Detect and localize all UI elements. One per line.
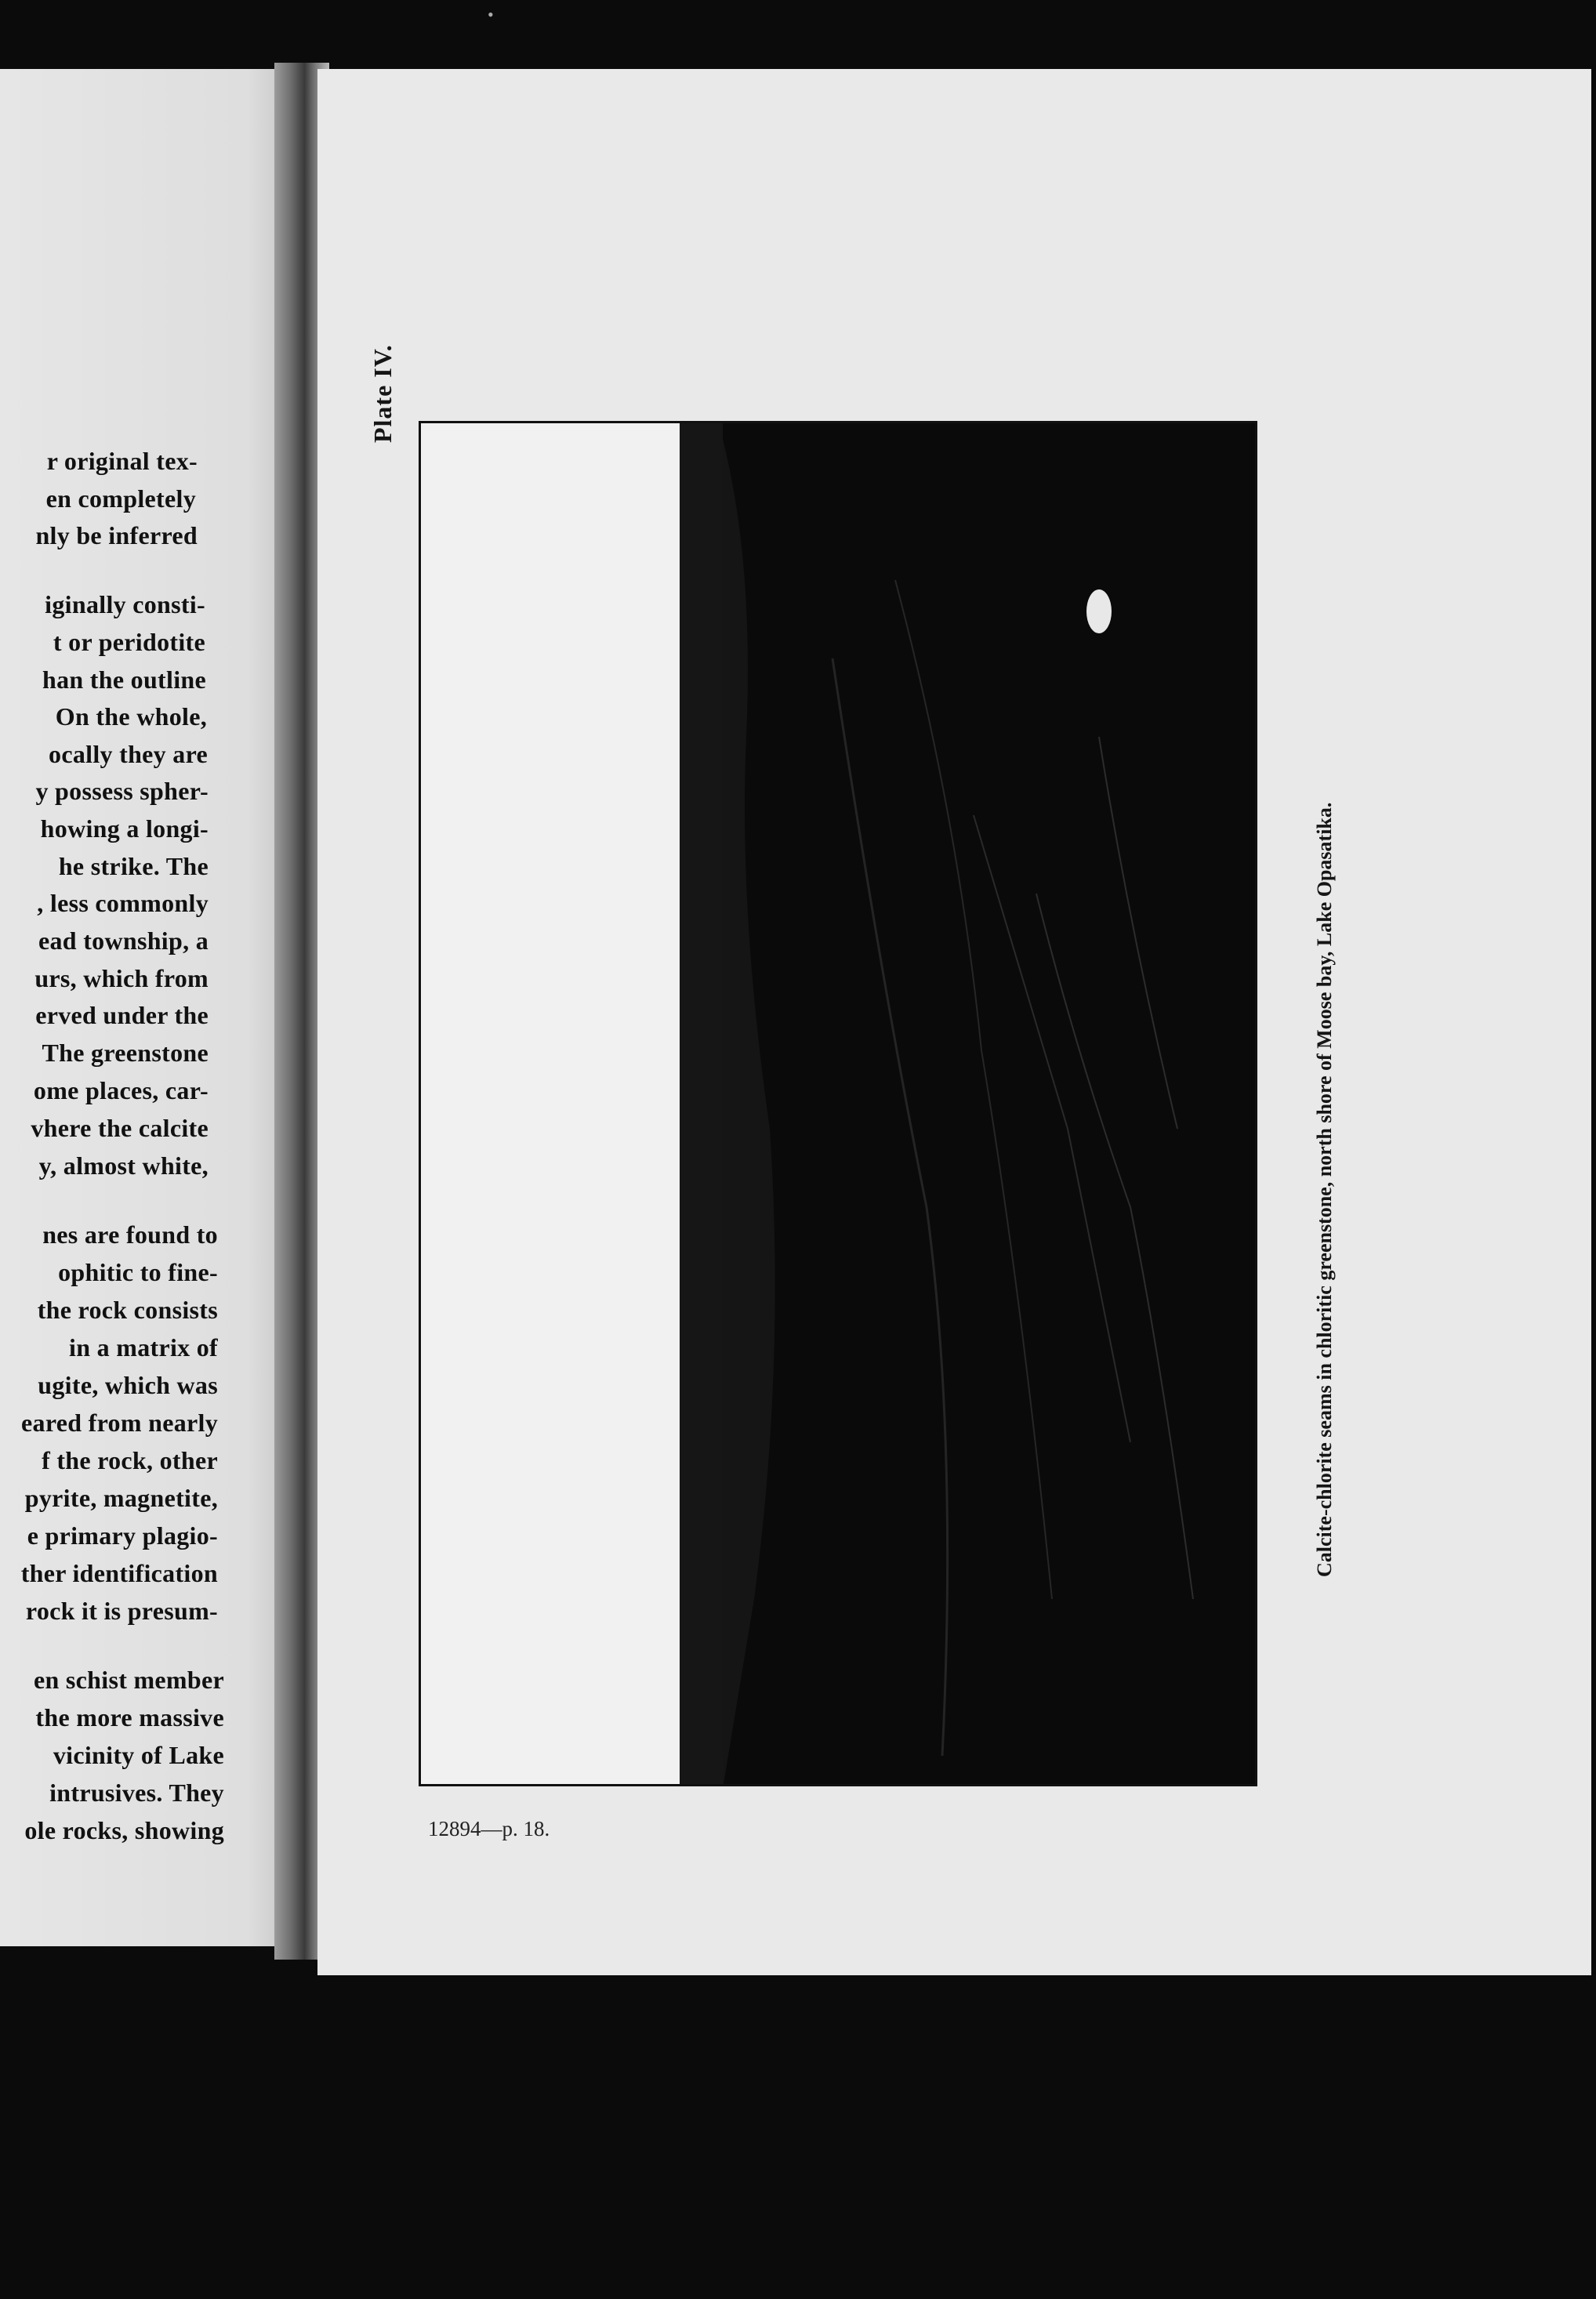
text-line: the more massive <box>35 1703 224 1732</box>
text-line: ole rocks, showing <box>24 1816 224 1844</box>
text-line: ead township, a <box>38 926 209 955</box>
text-line: iginally consti- <box>45 590 205 618</box>
photo-rock-outcrop <box>723 423 1257 1784</box>
text-line: han the outline <box>42 665 206 694</box>
rock-texture <box>723 423 1257 1786</box>
text-line: vhere the calcite <box>31 1114 209 1142</box>
text-line: vicinity of Lake <box>53 1741 224 1769</box>
text-line: pyrite, magnetite, <box>24 1484 218 1512</box>
photo-far-shore <box>680 423 727 1784</box>
page-reference: 12894—p. 18. <box>428 1817 550 1840</box>
scan-speck: • <box>488 5 494 24</box>
text-line: urs, which from <box>34 964 209 992</box>
text-line: ophitic to fine- <box>58 1258 218 1286</box>
text-line: ther identification <box>20 1559 218 1587</box>
plate-caption: Calcite-chlorite seams in chloritic greenstone, north shore of Moose bay, Lake Opasatika. <box>1313 802 1336 1577</box>
text-line: eared from nearly <box>21 1409 218 1437</box>
text-line: intrusives. They <box>49 1779 224 1807</box>
text-line: t or peridotite <box>53 628 205 656</box>
text-line: f the rock, other <box>42 1446 218 1474</box>
text-line: in a matrix of <box>69 1333 218 1362</box>
text-line: On the whole, <box>55 702 207 731</box>
plate-label: Plate IV. <box>368 344 397 443</box>
text-line: , less commonly <box>37 889 209 917</box>
text-line: en completely <box>45 484 196 513</box>
text-line: nly be inferred <box>35 521 198 549</box>
text-line: ocally they are <box>49 740 208 768</box>
text-line: en schist member <box>34 1666 224 1694</box>
text-line: y possess spher- <box>35 777 209 805</box>
text-line: y, almost white, <box>38 1151 209 1180</box>
text-line: The greenstone <box>42 1039 209 1067</box>
text-line: erved under the <box>35 1001 209 1029</box>
text-line: e primary plagio- <box>27 1521 218 1550</box>
plate-photograph <box>419 421 1257 1786</box>
text-line: rock it is presum- <box>25 1597 218 1625</box>
left-page-text <box>0 69 306 1946</box>
left-page <box>0 69 310 1946</box>
text-line: the rock consists <box>37 1296 218 1324</box>
text-line: nes are found to <box>42 1220 218 1249</box>
text-line: r original tex- <box>46 447 198 475</box>
text-line: howing a longi- <box>40 814 209 843</box>
text-line: he strike. The <box>58 852 209 880</box>
photo-sky <box>421 423 684 1784</box>
text-line: ugite, which was <box>38 1371 218 1399</box>
text-line: ome places, car- <box>33 1076 209 1104</box>
